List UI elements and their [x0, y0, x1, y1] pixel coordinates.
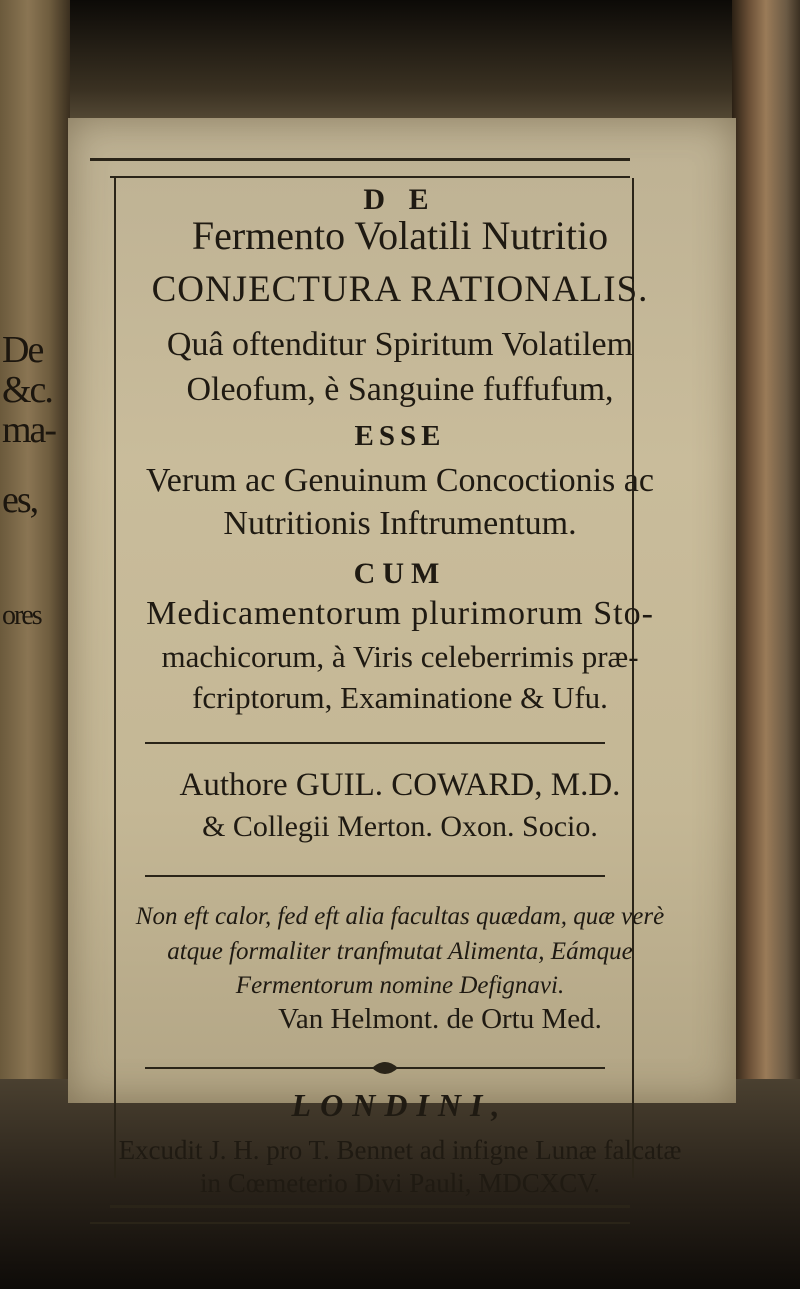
imprint-line: in Cœmeterio Divi Pauli, MDCXCV. [199, 1168, 601, 1198]
subtitle-line: Verum ac Genuinum Concoctionis ac [146, 462, 654, 499]
spine-fragment: ores [2, 600, 41, 631]
imprint-line: Excudit J. H. pro T. Bennet ad infigne Lunæ falcatæ [118, 1135, 682, 1165]
heading-de: D E [363, 183, 437, 216]
section-rule [145, 742, 605, 744]
subtitle-line: Medicamentorum plurimorum Sto- [146, 595, 654, 632]
top-rule-inner [110, 176, 630, 178]
top-rule [90, 158, 630, 161]
bottom-rule [110, 1205, 630, 1208]
subtitle-line: fcriptorum, Examinatione & Ufu. [192, 680, 608, 715]
author-line: Authore GUIL. COWARD, M.D. [179, 767, 621, 803]
fleuron-icon [370, 1058, 400, 1078]
epigraph-line: Fermentorum nomine Defignavi. [235, 972, 565, 999]
subtitle-line: Nutritionis Inftrumentum. [223, 505, 577, 542]
heading-esse: ESSE [354, 420, 446, 452]
title-line: Fermento Volatili Nutritio [191, 213, 609, 258]
epigraph-line: Non eft calor, fed eft alia facultas quædam, quæ verè [135, 903, 665, 930]
spine-fragment: ma- [2, 409, 56, 451]
subtitle-line: machicorum, à Viris celeberrimis præ- [161, 639, 639, 674]
author-affiliation: & Collegii Merton. Oxon. Socio. [202, 810, 598, 843]
spine-fragment: &c. [2, 369, 52, 411]
epigraph-line: atque formaliter tranfmutat Alimenta, Eámque [167, 938, 633, 965]
subtitle-line: Oleofum, è Sanguine fuffufum, [186, 371, 614, 408]
imprint-place: LONDINI, [291, 1087, 509, 1123]
subtitle-line: Quâ oftenditur Spiritum Volatilem [166, 326, 634, 363]
bottom-rule-outer [90, 1222, 630, 1224]
heading-cum: CUM [353, 557, 447, 590]
spine-fragment: es, [2, 479, 38, 521]
spine-fragment: De [2, 329, 43, 371]
title-line: CONJECTURA RATIONALIS. [151, 269, 649, 310]
section-rule [145, 875, 605, 877]
epigraph-attribution: Van Helmont. de Ortu Med. [278, 1003, 602, 1035]
